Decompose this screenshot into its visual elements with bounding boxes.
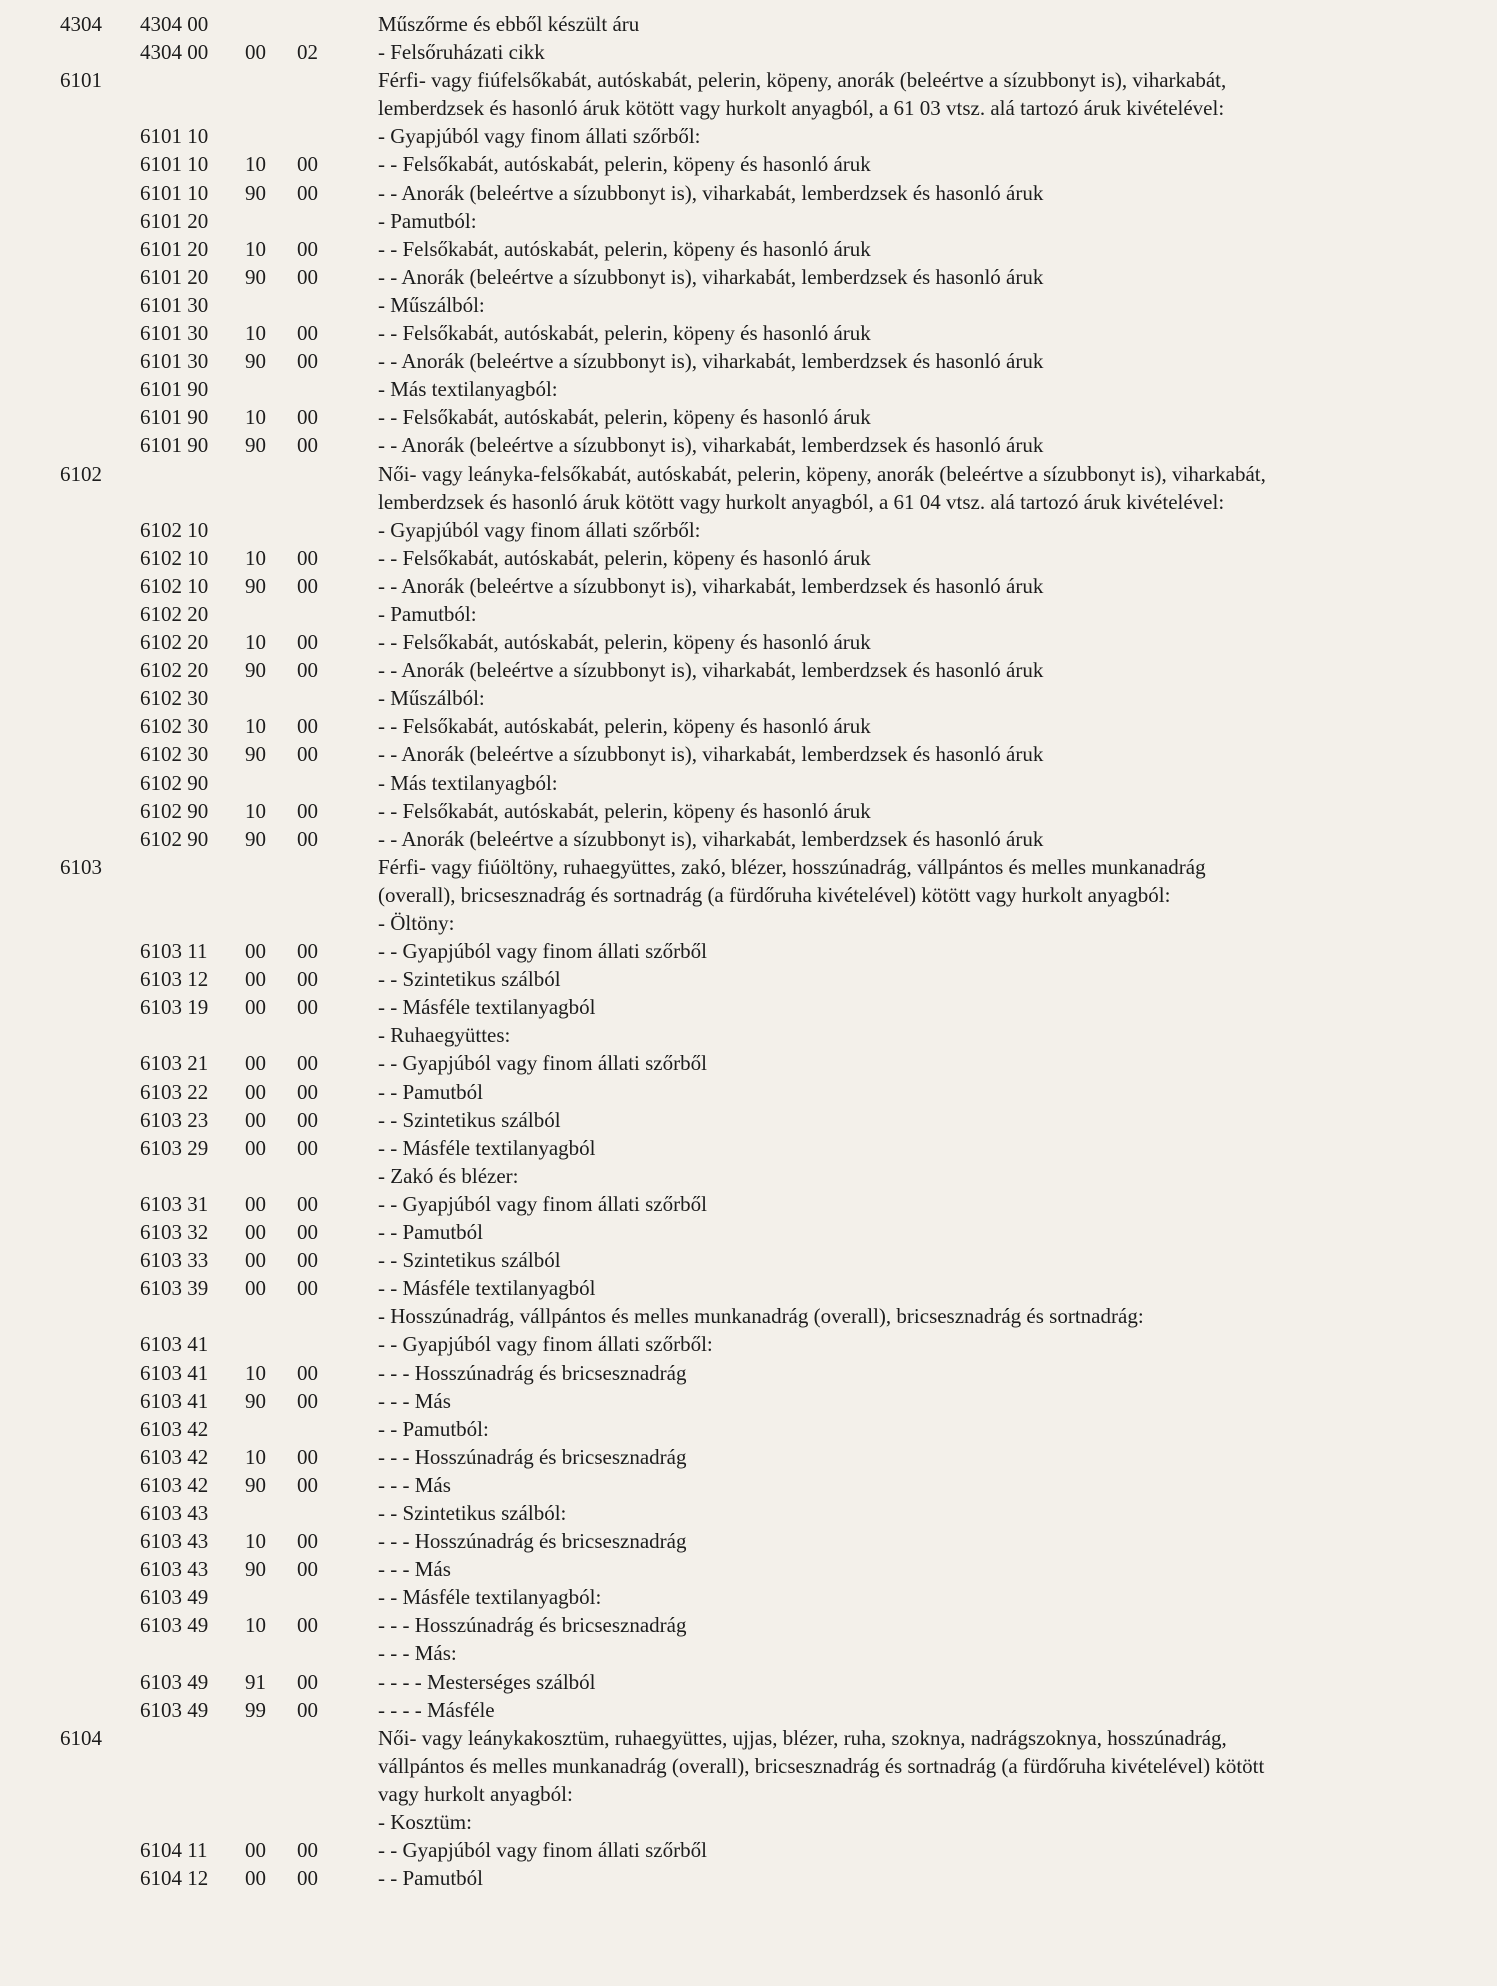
statistical-suffix-1: 91 [245, 1669, 266, 1694]
table-row [0, 150, 1497, 178]
statistical-suffix-2: 00 [297, 1529, 318, 1554]
table-row [0, 572, 1497, 600]
goods-description: - - Másféle textilanyagból [378, 1276, 596, 1301]
goods-description: - - - Más [378, 1472, 451, 1497]
statistical-suffix-2: 00 [297, 573, 318, 598]
goods-description: - - - Más [378, 1388, 451, 1413]
table-row [0, 600, 1497, 628]
subheading-code: 6103 11 [140, 939, 208, 964]
table-row [0, 1078, 1497, 1106]
statistical-suffix-2: 00 [297, 321, 318, 346]
goods-description: - - Gyapjúból vagy finom állati szőrből [378, 1838, 707, 1863]
goods-description: - - Anorák (beleértve a sízubbonyt is), viharkabát, lemberdzsek és hasonló áruk [378, 658, 1044, 683]
table-row [0, 235, 1497, 263]
subheading-code: 6102 90 [140, 826, 209, 851]
statistical-suffix-1: 90 [245, 742, 266, 767]
table-row [0, 1668, 1497, 1696]
goods-description: - - Felsőkabát, autóskabát, pelerin, köpeny és hasonló áruk [378, 152, 871, 177]
goods-description: - - - Más: [378, 1641, 457, 1666]
statistical-suffix-2: 00 [297, 1838, 318, 1863]
goods-description: - - - Hosszúnadrág és bricsesznadrág [378, 1529, 687, 1554]
statistical-suffix-2: 00 [297, 545, 318, 570]
statistical-suffix-2: 00 [297, 826, 318, 851]
goods-description: - - Gyapjúból vagy finom állati szőrből [378, 1051, 707, 1076]
table-row [0, 1611, 1497, 1639]
statistical-suffix-2: 00 [297, 1276, 318, 1301]
table-row [0, 1106, 1497, 1134]
goods-description: lemberdzsek és hasonló áruk kötött vagy hurkolt anyagból, a 61 03 vtsz. alá tartozó áruk kivételével: [378, 96, 1225, 121]
goods-description: - - Másféle textilanyagból [378, 1135, 596, 1160]
subheading-code: 6103 41 [140, 1388, 209, 1413]
statistical-suffix-2: 00 [297, 1248, 318, 1273]
table-row [0, 1246, 1497, 1274]
statistical-suffix-2: 02 [297, 40, 318, 65]
statistical-suffix-2: 00 [297, 1866, 318, 1891]
statistical-suffix-1: 10 [245, 152, 266, 177]
statistical-suffix-1: 90 [245, 658, 266, 683]
table-row [0, 628, 1497, 656]
statistical-suffix-2: 00 [297, 1557, 318, 1582]
statistical-suffix-1: 00 [245, 1135, 266, 1160]
goods-description: - - Pamutból [378, 1866, 483, 1891]
tariff-code-list [0, 10, 1497, 1892]
goods-description: - - Szintetikus szálból: [378, 1500, 567, 1525]
statistical-suffix-1: 00 [245, 1248, 266, 1273]
goods-description: lemberdzsek és hasonló áruk kötött vagy hurkolt anyagból, a 61 04 vtsz. alá tartozó áruk kivételével: [378, 489, 1225, 514]
goods-description: - - Gyapjúból vagy finom állati szőrből: [378, 1332, 713, 1357]
goods-description: - - Felsőkabát, autóskabát, pelerin, köpeny és hasonló áruk [378, 405, 871, 430]
statistical-suffix-2: 00 [297, 1051, 318, 1076]
statistical-suffix-2: 00 [297, 1472, 318, 1497]
table-row [0, 66, 1497, 94]
subheading-code: 6102 10 [140, 545, 209, 570]
table-row [0, 1836, 1497, 1864]
table-row [0, 1330, 1497, 1358]
table-row [0, 1415, 1497, 1443]
goods-description: - - Pamutból [378, 1079, 483, 1104]
goods-description: (overall), bricsesznadrág és sortnadrág (a fürdőruha kivételével) kötött vagy hurkolt anyagból: [378, 882, 1171, 907]
table-row [0, 488, 1497, 516]
statistical-suffix-2: 00 [297, 405, 318, 430]
subheading-code: 6102 90 [140, 770, 209, 795]
subheading-code: 6102 90 [140, 798, 209, 823]
table-row [0, 1387, 1497, 1415]
table-row [0, 1471, 1497, 1499]
table-row [0, 1527, 1497, 1555]
goods-description: - - - - Másféle [378, 1697, 495, 1722]
table-row [0, 1218, 1497, 1246]
goods-description: vagy hurkolt anyagból: [378, 1781, 573, 1806]
statistical-suffix-2: 00 [297, 236, 318, 261]
subheading-code: 6102 20 [140, 630, 209, 655]
statistical-suffix-2: 00 [297, 939, 318, 964]
statistical-suffix-1: 10 [245, 321, 266, 346]
table-row [0, 797, 1497, 825]
goods-description: - - Anorák (beleértve a sízubbonyt is), viharkabát, lemberdzsek és hasonló áruk [378, 349, 1044, 374]
subheading-code: 6101 10 [140, 152, 209, 177]
statistical-suffix-2: 00 [297, 1669, 318, 1694]
subheading-code: 6102 20 [140, 658, 209, 683]
subheading-code: 6101 90 [140, 405, 209, 430]
goods-description: - - - Hosszúnadrág és bricsesznadrág [378, 1444, 687, 1469]
statistical-suffix-1: 00 [245, 1276, 266, 1301]
subheading-code: 6101 20 [140, 264, 209, 289]
table-row [0, 993, 1497, 1021]
statistical-suffix-1: 90 [245, 1388, 266, 1413]
goods-description: - - Szintetikus szálból [378, 1107, 561, 1132]
table-row [0, 1443, 1497, 1471]
goods-description: Műszőrme és ebből készült áru [378, 12, 640, 36]
goods-description: - - Gyapjúból vagy finom állati szőrből [378, 1191, 707, 1216]
statistical-suffix-1: 90 [245, 180, 266, 205]
goods-description: Férfi- vagy fiúöltöny, ruhaegyüttes, zakó, blézer, hosszúnadrág, vállpántos és melles munkanadrág [378, 854, 1206, 879]
table-row [0, 712, 1497, 740]
table-row [0, 1724, 1497, 1752]
statistical-suffix-2: 00 [297, 967, 318, 992]
table-row [0, 1274, 1497, 1302]
subheading-code: 6102 30 [140, 714, 209, 739]
subheading-code: 6103 39 [140, 1276, 209, 1301]
statistical-suffix-2: 00 [297, 630, 318, 655]
statistical-suffix-2: 00 [297, 995, 318, 1020]
statistical-suffix-1: 00 [245, 995, 266, 1020]
subheading-code: 6102 20 [140, 601, 209, 626]
goods-description: vállpántos és melles munkanadrág (overall), bricsesznadrág és sortnadrág (a fürdőruha kivételével) kötött [378, 1753, 1265, 1778]
statistical-suffix-2: 00 [297, 1220, 318, 1245]
statistical-suffix-1: 10 [245, 236, 266, 261]
table-row [0, 1696, 1497, 1724]
goods-description: - - Felsőkabát, autóskabát, pelerin, köpeny és hasonló áruk [378, 236, 871, 261]
statistical-suffix-2: 00 [297, 433, 318, 458]
table-row [0, 347, 1497, 375]
subheading-code: 6103 49 [140, 1669, 209, 1694]
table-row [0, 1359, 1497, 1387]
goods-description: - - Anorák (beleértve a sízubbonyt is), viharkabát, lemberdzsek és hasonló áruk [378, 180, 1044, 205]
statistical-suffix-1: 90 [245, 826, 266, 851]
statistical-suffix-2: 00 [297, 1135, 318, 1160]
statistical-suffix-2: 00 [297, 1107, 318, 1132]
goods-description: - - Pamutból [378, 1220, 483, 1245]
goods-description: - - Szintetikus szálból [378, 1248, 561, 1273]
goods-description: - - - - Mesterséges szálból [378, 1669, 596, 1694]
table-row [0, 10, 1497, 38]
statistical-suffix-1: 10 [245, 1360, 266, 1385]
statistical-suffix-1: 10 [245, 714, 266, 739]
goods-description: - Műszálból: [378, 292, 485, 317]
goods-description: - Pamutból: [378, 208, 477, 233]
statistical-suffix-2: 00 [297, 1360, 318, 1385]
goods-description: - - Felsőkabát, autóskabát, pelerin, köpeny és hasonló áruk [378, 798, 871, 823]
goods-description: - Más textilanyagból: [378, 377, 558, 402]
subheading-code: 6103 43 [140, 1529, 209, 1554]
goods-description: - - Pamutból: [378, 1416, 489, 1441]
statistical-suffix-1: 10 [245, 545, 266, 570]
statistical-suffix-1: 00 [245, 1107, 266, 1132]
goods-description: - - Gyapjúból vagy finom állati szőrből [378, 939, 707, 964]
goods-description: - Ruhaegyüttes: [378, 1023, 511, 1048]
goods-description: - - Anorák (beleértve a sízubbonyt is), viharkabát, lemberdzsek és hasonló áruk [378, 433, 1044, 458]
goods-description: - - - Hosszúnadrág és bricsesznadrág [378, 1360, 687, 1385]
statistical-suffix-2: 00 [297, 798, 318, 823]
table-row [0, 1190, 1497, 1218]
subheading-code: 6103 12 [140, 967, 209, 992]
table-row [0, 122, 1497, 150]
statistical-suffix-2: 00 [297, 658, 318, 683]
subheading-code: 6103 41 [140, 1360, 209, 1385]
goods-description: - Gyapjúból vagy finom állati szőrből: [378, 124, 701, 149]
goods-description: - Felsőruházati cikk [378, 40, 545, 65]
goods-description: - - - Más [378, 1557, 451, 1582]
subheading-code: 6103 22 [140, 1079, 209, 1104]
table-row [0, 460, 1497, 488]
heading-code: 6101 [60, 68, 102, 93]
subheading-code: 6103 49 [140, 1697, 209, 1722]
table-row [0, 656, 1497, 684]
table-row [0, 684, 1497, 712]
goods-description: - - Felsőkabát, autóskabát, pelerin, köpeny és hasonló áruk [378, 630, 871, 655]
subheading-code: 6103 41 [140, 1332, 209, 1357]
table-row [0, 769, 1497, 797]
statistical-suffix-1: 90 [245, 573, 266, 598]
subheading-code: 6103 21 [140, 1051, 209, 1076]
goods-description: - - Anorák (beleértve a sízubbonyt is), viharkabát, lemberdzsek és hasonló áruk [378, 264, 1044, 289]
subheading-code: 6103 42 [140, 1472, 209, 1497]
subheading-code: 6103 42 [140, 1416, 209, 1441]
table-row [0, 1302, 1497, 1330]
statistical-suffix-1: 10 [245, 630, 266, 655]
statistical-suffix-1: 00 [245, 1079, 266, 1104]
subheading-code: 6104 12 [140, 1866, 209, 1891]
goods-description: - Pamutból: [378, 601, 477, 626]
subheading-code: 6103 49 [140, 1585, 209, 1610]
table-row [0, 544, 1497, 572]
subheading-code: 6103 23 [140, 1107, 209, 1132]
statistical-suffix-1: 90 [245, 349, 266, 374]
subheading-code: 6103 19 [140, 995, 209, 1020]
statistical-suffix-2: 00 [297, 264, 318, 289]
table-row [0, 1780, 1497, 1808]
statistical-suffix-1: 90 [245, 1557, 266, 1582]
goods-description: - - Másféle textilanyagból [378, 995, 596, 1020]
statistical-suffix-1: 00 [245, 40, 266, 65]
table-row [0, 1808, 1497, 1836]
goods-description: - Hosszúnadrág, vállpántos és melles munkanadrág (overall), bricsesznadrág és sortnadrág: [378, 1304, 1144, 1329]
statistical-suffix-1: 10 [245, 1613, 266, 1638]
table-row [0, 38, 1497, 66]
statistical-suffix-1: 10 [245, 405, 266, 430]
goods-description: Férfi- vagy fiúfelsőkabát, autóskabát, pelerin, köpeny, anorák (beleértve a sízubbonyt is), viharkabát, [378, 68, 1227, 93]
goods-description: - - Anorák (beleértve a sízubbonyt is), viharkabát, lemberdzsek és hasonló áruk [378, 826, 1044, 851]
subheading-code: 6102 30 [140, 742, 209, 767]
heading-code: 4304 [60, 12, 102, 36]
table-row [0, 179, 1497, 207]
table-row [0, 263, 1497, 291]
table-row [0, 403, 1497, 431]
table-row [0, 516, 1497, 544]
heading-code: 6104 [60, 1725, 102, 1750]
heading-code: 6103 [60, 854, 102, 879]
subheading-code: 6102 30 [140, 686, 209, 711]
statistical-suffix-1: 00 [245, 939, 266, 964]
statistical-suffix-1: 99 [245, 1697, 266, 1722]
table-row [0, 1021, 1497, 1049]
table-row [0, 1583, 1497, 1611]
heading-code: 6102 [60, 461, 102, 486]
table-row [0, 1134, 1497, 1162]
table-row [0, 291, 1497, 319]
subheading-code: 6103 43 [140, 1557, 209, 1582]
statistical-suffix-2: 00 [297, 1444, 318, 1469]
goods-description: - Más textilanyagból: [378, 770, 558, 795]
statistical-suffix-1: 90 [245, 1472, 266, 1497]
statistical-suffix-2: 00 [297, 742, 318, 767]
subheading-code: 6103 43 [140, 1500, 209, 1525]
goods-description: - Kosztüm: [378, 1810, 472, 1834]
subheading-code: 4304 00 [140, 12, 209, 36]
subheading-code: 6101 30 [140, 292, 209, 317]
goods-description: - Zakó és blézer: [378, 1163, 519, 1188]
statistical-suffix-2: 00 [297, 152, 318, 177]
table-row [0, 1499, 1497, 1527]
subheading-code: 6103 31 [140, 1191, 209, 1216]
statistical-suffix-2: 00 [297, 180, 318, 205]
statistical-suffix-1: 00 [245, 1866, 266, 1891]
subheading-code: 6101 90 [140, 377, 209, 402]
statistical-suffix-2: 00 [297, 1388, 318, 1413]
statistical-suffix-2: 00 [297, 349, 318, 374]
subheading-code: 6103 42 [140, 1444, 209, 1469]
goods-description: - - Szintetikus szálból [378, 967, 561, 992]
statistical-suffix-2: 00 [297, 1697, 318, 1722]
table-row [0, 881, 1497, 909]
subheading-code: 6101 10 [140, 124, 209, 149]
goods-description: - - Másféle textilanyagból: [378, 1585, 602, 1610]
statistical-suffix-1: 00 [245, 1051, 266, 1076]
subheading-code: 6101 90 [140, 433, 209, 458]
table-row [0, 431, 1497, 459]
subheading-code: 6104 11 [140, 1838, 208, 1863]
subheading-code: 6103 33 [140, 1248, 209, 1273]
statistical-suffix-2: 00 [297, 1191, 318, 1216]
subheading-code: 6101 30 [140, 349, 209, 374]
statistical-suffix-2: 00 [297, 1613, 318, 1638]
goods-description: - - - Hosszúnadrág és bricsesznadrág [378, 1613, 687, 1638]
statistical-suffix-1: 00 [245, 1838, 266, 1863]
subheading-code: 4304 00 [140, 40, 209, 65]
table-row [0, 740, 1497, 768]
statistical-suffix-1: 00 [245, 1220, 266, 1245]
goods-description: - Műszálból: [378, 686, 485, 711]
goods-description: - - Felsőkabát, autóskabát, pelerin, köpeny és hasonló áruk [378, 321, 871, 346]
table-row [0, 1752, 1497, 1780]
subheading-code: 6101 30 [140, 321, 209, 346]
table-row [0, 1049, 1497, 1077]
subheading-code: 6103 29 [140, 1135, 209, 1160]
statistical-suffix-1: 00 [245, 967, 266, 992]
statistical-suffix-1: 00 [245, 1191, 266, 1216]
table-row [0, 909, 1497, 937]
goods-description: - - Anorák (beleértve a sízubbonyt is), viharkabát, lemberdzsek és hasonló áruk [378, 742, 1044, 767]
subheading-code: 6101 20 [140, 208, 209, 233]
table-row [0, 319, 1497, 347]
goods-description: - - Felsőkabát, autóskabát, pelerin, köpeny és hasonló áruk [378, 714, 871, 739]
statistical-suffix-1: 90 [245, 433, 266, 458]
table-row [0, 1639, 1497, 1667]
statistical-suffix-1: 10 [245, 798, 266, 823]
goods-description: Női- vagy leányka-felsőkabát, autóskabát, pelerin, köpeny, anorák (beleértve a sízubbonyt is), viharkabát, [378, 461, 1266, 486]
subheading-code: 6101 20 [140, 236, 209, 261]
table-row [0, 825, 1497, 853]
table-row [0, 207, 1497, 235]
subheading-code: 6102 10 [140, 517, 209, 542]
goods-description: - Gyapjúból vagy finom állati szőrből: [378, 517, 701, 542]
subheading-code: 6103 32 [140, 1220, 209, 1245]
table-row [0, 375, 1497, 403]
table-row [0, 1864, 1497, 1892]
table-row [0, 1162, 1497, 1190]
table-row [0, 853, 1497, 881]
table-row [0, 1555, 1497, 1583]
goods-description: - - Felsőkabát, autóskabát, pelerin, köpeny és hasonló áruk [378, 545, 871, 570]
table-row [0, 937, 1497, 965]
table-row [0, 94, 1497, 122]
statistical-suffix-1: 90 [245, 264, 266, 289]
goods-description: Női- vagy leánykakosztüm, ruhaegyüttes, ujjas, blézer, ruha, szoknya, nadrágszoknya, hosszúnadrág, [378, 1725, 1227, 1750]
statistical-suffix-2: 00 [297, 1079, 318, 1104]
goods-description: - - Anorák (beleértve a sízubbonyt is), viharkabát, lemberdzsek és hasonló áruk [378, 573, 1044, 598]
table-row [0, 965, 1497, 993]
subheading-code: 6101 10 [140, 180, 209, 205]
statistical-suffix-2: 00 [297, 714, 318, 739]
goods-description: - Öltöny: [378, 911, 455, 935]
subheading-code: 6102 10 [140, 573, 209, 598]
subheading-code: 6103 49 [140, 1613, 209, 1638]
statistical-suffix-1: 10 [245, 1444, 266, 1469]
statistical-suffix-1: 10 [245, 1529, 266, 1554]
